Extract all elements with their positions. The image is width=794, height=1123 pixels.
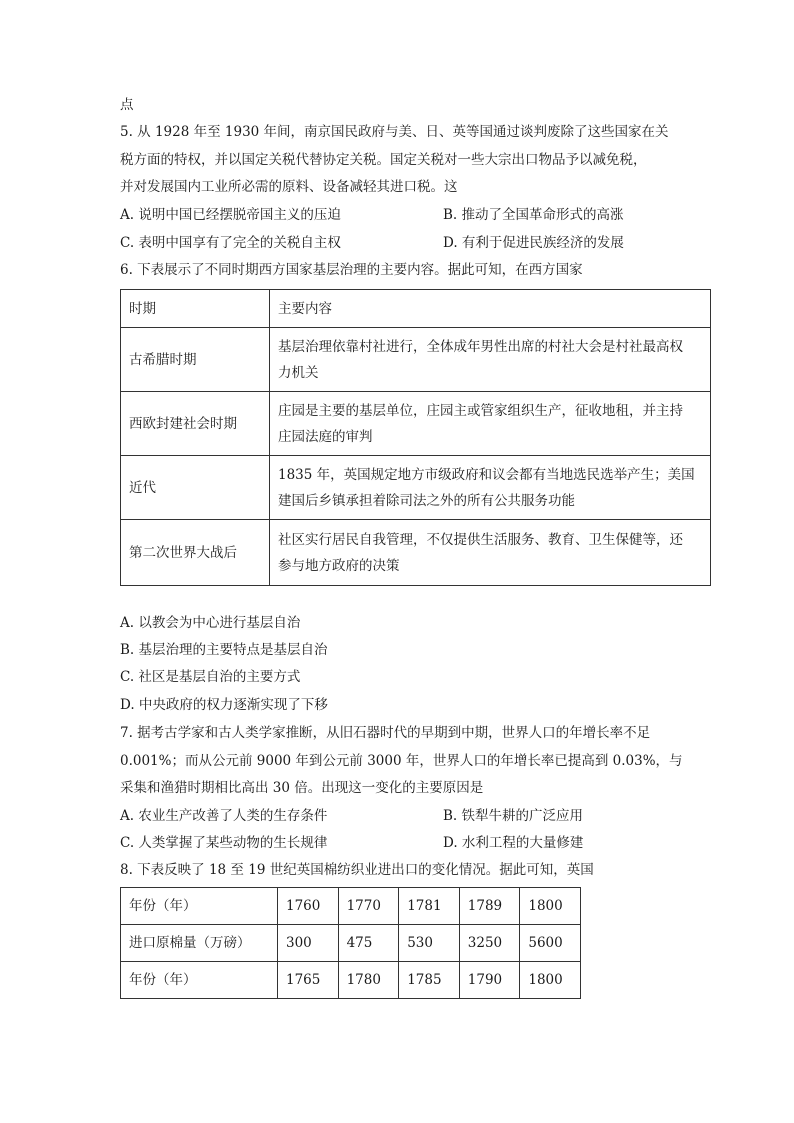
table-row-header: 年份（年） — [121, 962, 278, 999]
table-row — [121, 290, 711, 328]
content-line: 建国后乡镇承担着除司法之外的所有公共服务功能 — [278, 492, 575, 509]
table-cell-content — [270, 520, 711, 586]
content-line: 庄园是主要的基层单位，庄园主或管家组织生产，征收地租，并主持 — [278, 402, 683, 419]
table-cell: 3250 — [459, 925, 520, 962]
q5-stem-line-3: 并对发展国内工业所必需的原料、设备减轻其进口税。这 — [120, 179, 458, 195]
q7-option-c: C. 人类掌握了某些动物的生长规律 — [120, 835, 328, 851]
q7-option-d: D. 水利工程的大量修建 — [443, 835, 584, 851]
q6-table — [120, 289, 711, 586]
table-cell: 1789 — [459, 888, 520, 925]
table-header-cell: 时期 — [121, 290, 270, 328]
top-fragment: 点 — [120, 97, 134, 113]
q6-stem: 6. 下表展示了不同时期西方国家基层治理的主要内容。据此可知，在西方国家 — [120, 262, 583, 278]
table-row — [121, 962, 581, 999]
table-cell: 1785 — [399, 962, 460, 999]
q6-option-d: D. 中央政府的权力逐渐实现了下移 — [120, 697, 328, 713]
table-cell-period: 近代 — [121, 456, 270, 520]
q6-option-a: A. 以教会为中心进行基层自治 — [120, 615, 301, 631]
table-cell: 5600 — [520, 925, 581, 962]
q5-option-a: A. 说明中国已经摆脱帝国主义的压迫 — [120, 207, 341, 223]
table-cell: 475 — [338, 925, 399, 962]
table-cell: 1780 — [338, 962, 399, 999]
q5-option-c: C. 表明中国享有了完全的关税自主权 — [120, 235, 341, 251]
q5-option-b: B. 推动了全国革命形式的高涨 — [443, 207, 624, 223]
q5-stem-line-1: 5. 从 1928 年至 1930 年间，南京国民政府与美、日、英等国通过谈判废除了这些国家在关 — [120, 124, 669, 140]
table-cell: 1760 — [278, 888, 339, 925]
table-row — [121, 925, 581, 962]
q7-option-a: A. 农业生产改善了人类的生存条件 — [120, 808, 328, 824]
q6-option-b: B. 基层治理的主要特点是基层自治 — [120, 642, 328, 658]
table-cell-content — [270, 328, 711, 392]
content-line: 力机关 — [278, 364, 319, 381]
table-cell-period: 古希腊时期 — [121, 328, 270, 392]
table-cell: 530 — [399, 925, 460, 962]
content-line: 基层治理依靠村社进行，全体成年男性出席的村社大会是村社最高权 — [278, 338, 683, 355]
q7-option-b: B. 铁犁牛耕的广泛应用 — [443, 808, 584, 824]
table-header-cell: 主要内容 — [270, 290, 711, 328]
q7-stem-line-1: 7. 据考古学家和古人类学家推断，从旧石器时代的早期到中期，世界人口的年增长率不足 — [120, 725, 651, 741]
table-cell-period: 第二次世界大战后 — [121, 520, 270, 586]
table-row — [121, 888, 581, 925]
table-cell: 1800 — [520, 888, 581, 925]
q6-option-c: C. 社区是基层自治的主要方式 — [120, 669, 301, 685]
table-row — [121, 392, 711, 456]
table-cell: 1800 — [520, 962, 581, 999]
q5-option-d: D. 有利于促进民族经济的发展 — [443, 235, 624, 251]
table-row-header: 进口原棉量（万磅） — [121, 925, 278, 962]
table-row — [121, 456, 711, 520]
table-cell: 1770 — [338, 888, 399, 925]
q5-stem-line-2: 税方面的特权，并以国定关税代替协定关税。国定关税对一些大宗出口物品予以减免税， — [120, 152, 647, 168]
q8-stem: 8. 下表反映了 18 至 19 世纪英国棉纺织业进出口的变化情况。据此可知，英国 — [120, 862, 594, 878]
content-line: 参与地方政府的决策 — [278, 557, 400, 574]
table-cell: 1765 — [278, 962, 339, 999]
table-cell-content — [270, 456, 711, 520]
table-row-header: 年份（年） — [121, 888, 278, 925]
table-cell: 300 — [278, 925, 339, 962]
content-line: 庄园法庭的审判 — [278, 428, 373, 445]
q8-table — [120, 887, 581, 999]
table-row — [121, 328, 711, 392]
content-line: 社区实行居民自我管理，不仅提供生活服务、教育、卫生保健等，还 — [278, 531, 683, 548]
q7-stem-line-2: 0.001%；而从公元前 9000 年到公元前 3000 年，世界人口的年增长率已提高到 0.03%，与 — [120, 753, 683, 769]
table-row — [121, 520, 711, 586]
table-cell: 1790 — [459, 962, 520, 999]
table-cell-content — [270, 392, 711, 456]
q7-stem-line-3: 采集和渔猎时期相比高出 30 倍。出现这一变化的主要原因是 — [120, 780, 484, 796]
table-cell-period: 西欧封建社会时期 — [121, 392, 270, 456]
content-line: 1835 年，英国规定地方市级政府和议会都有当地选民选举产生；美国 — [278, 466, 695, 483]
table-cell: 1781 — [399, 888, 460, 925]
